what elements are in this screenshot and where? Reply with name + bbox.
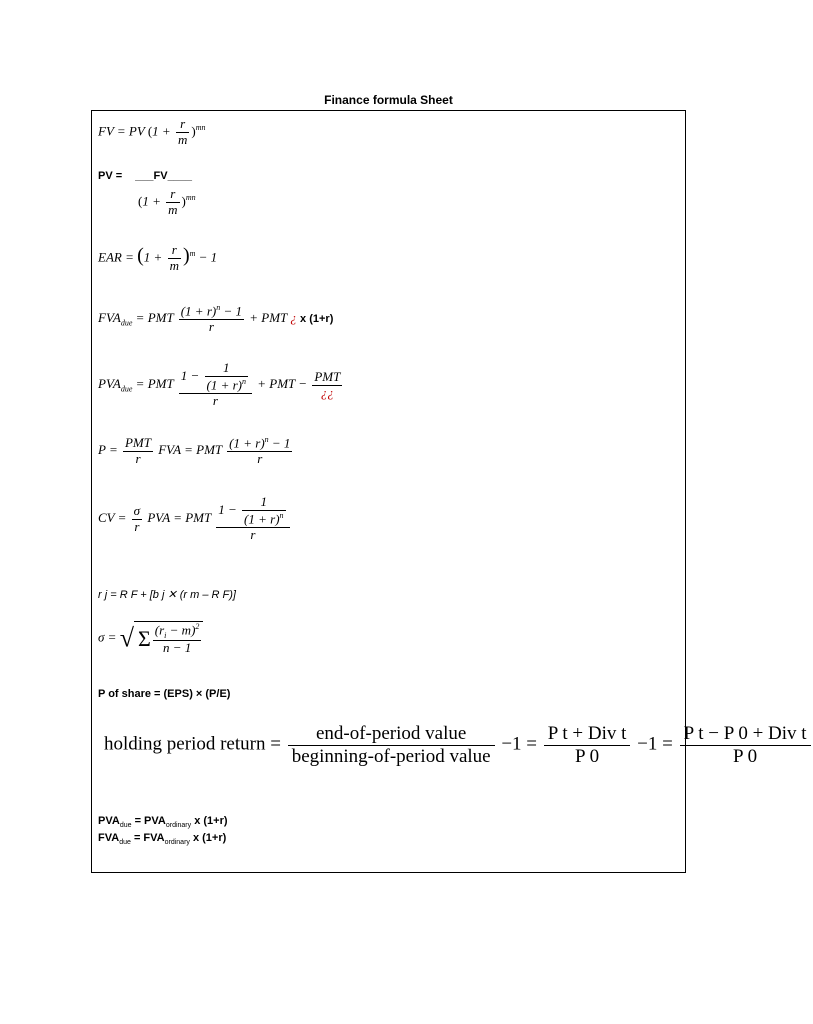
capm-formula: r j = R F + [b j ✕ (r m – R F)] <box>98 589 236 601</box>
holding-period-return-formula: holding period return = $\frac{\text{end-of-period value}}{\text{beginning-of-period value}}$ −1 = $\frac{\text{P t + Div t}}{P 0}$ −1 = $\frac{\text{P t − P 0 + Div t}}{P 0}$ <box>104 723 813 768</box>
fva-due-eq: = FVA <box>133 832 165 844</box>
pv-label: PV = <box>98 170 123 182</box>
cv-pva-formula: CV = $\frac{\sigma}{r}$ PVA = PMT 1 − $\frac{1}{(1 + r)^n}$ r <box>98 495 292 543</box>
pva-due-ordinary <box>98 815 228 829</box>
hpr-num-2: P t + Div t <box>544 723 631 746</box>
fv-formula: FV = PV (1 + $\frac{r}{m}$ )$^{mn}$ <box>98 116 206 147</box>
page-title: Finance formula Sheet <box>324 93 453 107</box>
hpr-label: holding period return = <box>104 733 281 755</box>
pva-due-label: PVA <box>98 815 120 827</box>
fva-due-tail: x (1+r) <box>192 832 227 844</box>
fva-due-sub: due <box>119 839 131 847</box>
fva-due-formula: $FVA_{due}$ = PMT $\frac{(1 + r)^n - 1}{r}$ + PMT ¿ x (1+r) <box>98 303 334 335</box>
hpr-den-2: P 0 <box>575 745 600 767</box>
hpr-num-1: end-of-period value <box>288 723 495 746</box>
pv-numerator: ___FV____ <box>135 170 193 182</box>
fva-due-tail: x (1+r) <box>300 313 334 326</box>
pva-due-formula: $PVA_{due}$ = PMT 1 − $\frac{1}{(1 + r)^n}$ r + PMT − $\frac{\text{PMT}}{¿¿}$ <box>98 360 341 409</box>
pv-denominator: (1 + $\frac{r}{m}$ )$^{mn}$ <box>138 186 196 217</box>
pva-due-eq: = PVA <box>134 815 166 827</box>
formula-sheet <box>91 110 807 873</box>
pva-due-sub2: ordinary <box>165 822 192 830</box>
std-dev-formula: σ = √ Σ $\frac{(r_i - m)^2}{n - 1}$ <box>98 621 203 656</box>
pv-formula <box>98 167 192 183</box>
pva-due-sub: due <box>119 822 132 830</box>
hpr-den-3: P 0 <box>733 745 758 767</box>
pva-due-tail: x (1+r) <box>194 815 228 827</box>
fva-due-ordinary <box>98 832 226 846</box>
hpr-den-1: beginning-of-period value <box>291 745 491 767</box>
perpetuity-fva-formula: P = $\frac{\text{PMT}}{r}$ FVA = PMT $\frac{(1 + r)^n - 1}{r}$ <box>98 434 291 467</box>
ear-formula: EAR = (1 + $\frac{r}{m}$ )$^m$ − 1 <box>98 242 218 273</box>
fva-due-sub2: ordinary <box>164 839 190 847</box>
fva-due-label: FVA <box>98 832 120 844</box>
p-of-share-formula: P of share = (EPS) × (P/E) <box>98 688 231 700</box>
hpr-num-3: P t − P 0 + Div t <box>680 723 811 746</box>
